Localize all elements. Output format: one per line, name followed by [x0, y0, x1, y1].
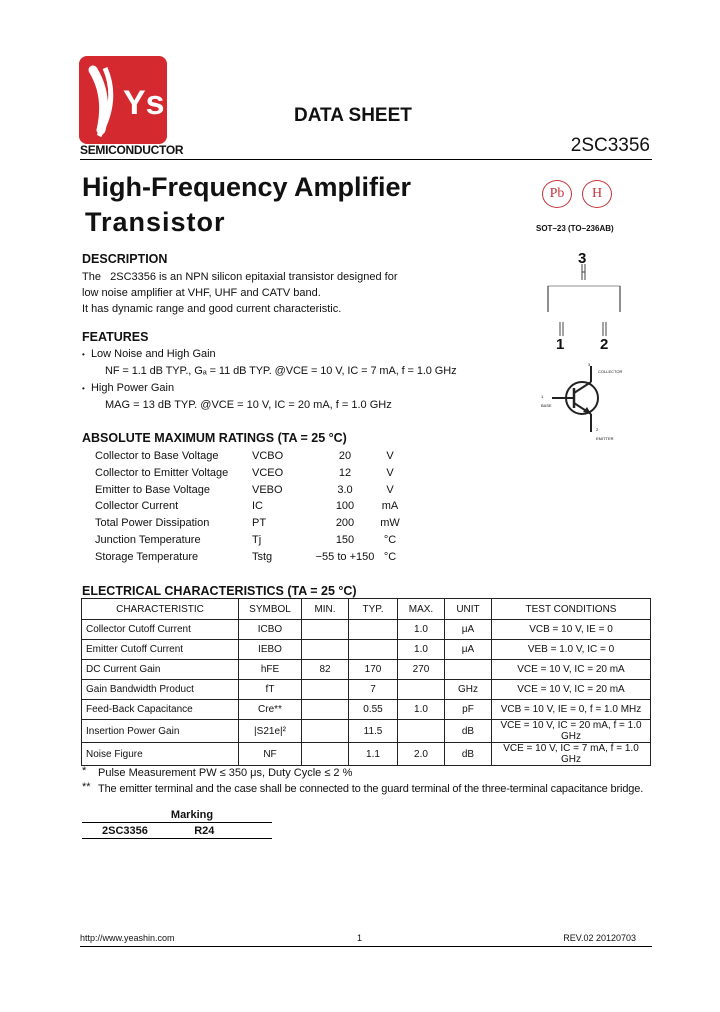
abs-max-unit: V	[386, 483, 394, 496]
abs-max-unit: mW	[380, 517, 400, 530]
package-name: SOT–23 (TO–236AB)	[536, 224, 614, 233]
cell-typ: 1.1	[349, 743, 398, 766]
cell-max	[398, 680, 445, 700]
marking-part: 2SC3356	[82, 823, 192, 839]
cell-unit: dB	[445, 720, 492, 743]
cell-conditions: VCB = 10 V, IE = 0, f = 1.0 MHz	[492, 700, 651, 720]
footer-rule	[80, 946, 652, 947]
elec-header-row	[82, 599, 651, 620]
abs-max-sym: Tstg	[252, 550, 273, 563]
abs-max-sym: Tj	[252, 534, 262, 546]
col-header: MIN.	[302, 599, 349, 620]
description-text	[82, 269, 398, 317]
footer-rev: REV.02 20120703	[563, 933, 636, 943]
table-row	[82, 720, 651, 743]
description-line: The 2SC3356 is an NPN silicon epitaxial transistor designed for	[82, 271, 398, 283]
table-row	[82, 700, 651, 720]
abs-max-val: 150	[335, 534, 355, 546]
abs-max-param: Storage Temperature	[95, 550, 199, 563]
cell-min	[302, 640, 349, 660]
feature-1: • Low Noise and High Gain	[82, 348, 216, 360]
footer-page: 1	[357, 933, 363, 943]
doc-type: DATA SHEET	[294, 105, 412, 126]
abs-max-param: Emitter to Base Voltage	[95, 483, 210, 496]
cell-characteristic: Collector Cutoff Current	[82, 620, 239, 640]
abs-max-val: −55 to +150	[315, 550, 375, 563]
cell-characteristic: Insertion Power Gain	[82, 720, 239, 743]
cell-unit: pF	[445, 700, 492, 720]
pin2-small: 2	[596, 427, 599, 432]
cell-unit: μA	[445, 620, 492, 640]
table-row	[82, 743, 651, 766]
cell-characteristic: Emitter Cutoff Current	[82, 640, 239, 660]
feature-2: • High Power Gain	[82, 382, 175, 394]
company-logo	[79, 56, 167, 144]
collector-label: COLLECTOR	[598, 369, 623, 374]
table-row	[82, 640, 651, 660]
cell-symbol: Cre**	[239, 700, 302, 720]
col-header: TYP.	[349, 599, 398, 620]
abs-max-val: 100	[335, 500, 355, 513]
elec-table	[81, 598, 651, 766]
table-row	[82, 620, 651, 640]
cell-max: 2.0	[398, 743, 445, 766]
package-outline	[540, 262, 630, 342]
cell-characteristic: Noise Figure	[82, 743, 239, 766]
part-number: 2SC3356	[570, 135, 650, 156]
cell-symbol: IEBO	[239, 640, 302, 660]
cell-max	[398, 720, 445, 743]
description-line: It has dynamic range and good current characteristic.	[82, 303, 342, 315]
lead-free-badge: Pb	[542, 180, 572, 208]
cell-conditions: VEB = 1.0 V, IC = 0	[492, 640, 651, 660]
cell-characteristic: Feed-Back Capacitance	[82, 700, 239, 720]
marking-heading: Marking	[82, 808, 272, 823]
cell-typ: 11.5	[349, 720, 398, 743]
cell-characteristic: DC Current Gain	[82, 660, 239, 680]
company-name: SEMICONDUCTOR	[80, 143, 184, 157]
emitter-label: EMITTER	[596, 436, 614, 441]
cell-conditions: VCE = 10 V, IC = 20 mA	[492, 660, 651, 680]
cell-conditions: VCE = 10 V, IC = 20 mA, f = 1.0 GHz	[492, 720, 651, 743]
abs-max-unit: V	[386, 466, 394, 479]
npn-transistor-icon	[536, 362, 636, 442]
pin3-small: 3	[588, 362, 591, 367]
header-rule	[80, 159, 652, 160]
cell-typ: 0.55	[349, 700, 398, 720]
description-line: low noise amplifier at VHF, UHF and CATV band.	[82, 287, 321, 299]
cell-characteristic: Gain Bandwidth Product	[82, 680, 239, 700]
abs-max-heading: ABSOLUTE MAXIMUM RATINGS (TA = 25 °C)	[82, 431, 347, 445]
logo-text: Ys	[123, 84, 165, 122]
abs-max-param: Collector to Base Voltage	[95, 450, 219, 462]
feature-1-detail: NF = 1.1 dB TYP., Gₐ = 11 dB TYP. @VCE = 10 V, IC = 7 mA, f = 1.0 GHz	[105, 365, 457, 377]
feature-2-detail: MAG = 13 dB TYP. @VCE = 10 V, IC = 20 mA, f = 1.0 GHz	[105, 399, 392, 411]
cell-typ	[349, 640, 398, 660]
cell-min	[302, 680, 349, 700]
abs-max-val: 200	[335, 517, 355, 530]
cell-min	[302, 700, 349, 720]
abs-max-sym: PT	[252, 517, 267, 530]
cell-symbol: hFE	[239, 660, 302, 680]
col-header: SYMBOL	[239, 599, 302, 620]
abs-max-param: Junction Temperature	[95, 534, 201, 546]
cell-conditions: VCB = 10 V, IE = 0	[492, 620, 651, 640]
cell-min: 82	[302, 660, 349, 680]
cell-unit	[445, 660, 492, 680]
title-line2: Transistor	[85, 207, 226, 237]
abs-max-unit: V	[386, 450, 394, 462]
features-heading: FEATURES	[82, 330, 149, 344]
cell-unit: dB	[445, 743, 492, 766]
cell-min	[302, 743, 349, 766]
description-heading: DESCRIPTION	[82, 252, 168, 266]
cell-symbol: |S21e|²	[239, 720, 302, 743]
cell-symbol: fT	[239, 680, 302, 700]
marking-table	[82, 808, 272, 839]
abs-max-param: Collector to Emitter Voltage	[95, 466, 229, 479]
elec-heading: ELECTRICAL CHARACTERISTICS (TA = 25 °C)	[82, 584, 357, 598]
halogen-free-badge: H	[582, 180, 612, 208]
col-header: CHARACTERISTIC	[82, 599, 239, 620]
feature-1-title: Low Noise and High Gain	[90, 348, 216, 360]
cell-min	[302, 720, 349, 743]
abs-max-param: Total Power Dissipation	[95, 517, 210, 530]
marking-code: R24	[192, 823, 272, 839]
cell-typ: 7	[349, 680, 398, 700]
abs-max-unit: °C	[383, 534, 397, 546]
abs-max-sym: VCBO	[252, 450, 284, 462]
cell-max: 1.0	[398, 620, 445, 640]
note-2-mark: **	[82, 781, 91, 793]
feature-2-title: High Power Gain	[90, 382, 175, 394]
footer-url[interactable]: http://www.yeashin.com	[80, 933, 175, 943]
abs-max-val: 20	[338, 450, 352, 462]
pin1-label: 1	[556, 336, 565, 353]
cell-symbol: NF	[239, 743, 302, 766]
abs-max-sym: IC	[252, 500, 263, 513]
pin2-label: 2	[600, 336, 609, 353]
note-1-mark: *	[82, 765, 87, 777]
pin3-label: 3	[578, 250, 587, 267]
cell-typ	[349, 620, 398, 640]
table-row	[82, 680, 651, 700]
title-line1: High-Frequency Amplifier	[82, 172, 412, 202]
cell-max: 1.0	[398, 640, 445, 660]
abs-max-sym: VCEO	[252, 466, 284, 479]
abs-max-unit: °C	[383, 550, 397, 563]
abs-max-param: Collector Current	[95, 500, 179, 513]
cell-unit: GHz	[445, 680, 492, 700]
cell-unit: μA	[445, 640, 492, 660]
abs-max-unit: mA	[381, 500, 399, 513]
abs-max-val: 3.0	[337, 483, 353, 496]
cell-typ: 170	[349, 660, 398, 680]
base-label: BASE	[541, 403, 552, 408]
pin1-small: 1	[541, 394, 544, 399]
col-header: MAX.	[398, 599, 445, 620]
col-header: UNIT	[445, 599, 492, 620]
col-header: TEST CONDITIONS	[492, 599, 651, 620]
table-row	[82, 660, 651, 680]
note-1: Pulse Measurement PW ≤ 350 μs, Duty Cycle ≤ 2 %	[98, 767, 353, 779]
cell-conditions: VCE = 10 V, IC = 7 mA, f = 1.0 GHz	[492, 743, 651, 766]
cell-conditions: VCE = 10 V, IC = 20 mA	[492, 680, 651, 700]
cell-max: 1.0	[398, 700, 445, 720]
cell-max: 270	[398, 660, 445, 680]
cell-symbol: ICBO	[239, 620, 302, 640]
abs-max-val: 12	[338, 466, 352, 479]
note-2: The emitter terminal and the case shall be connected to the guard terminal of the three-terminal capacitance bridge.	[98, 783, 644, 795]
abs-max-sym: VEBO	[252, 483, 283, 496]
cell-min	[302, 620, 349, 640]
